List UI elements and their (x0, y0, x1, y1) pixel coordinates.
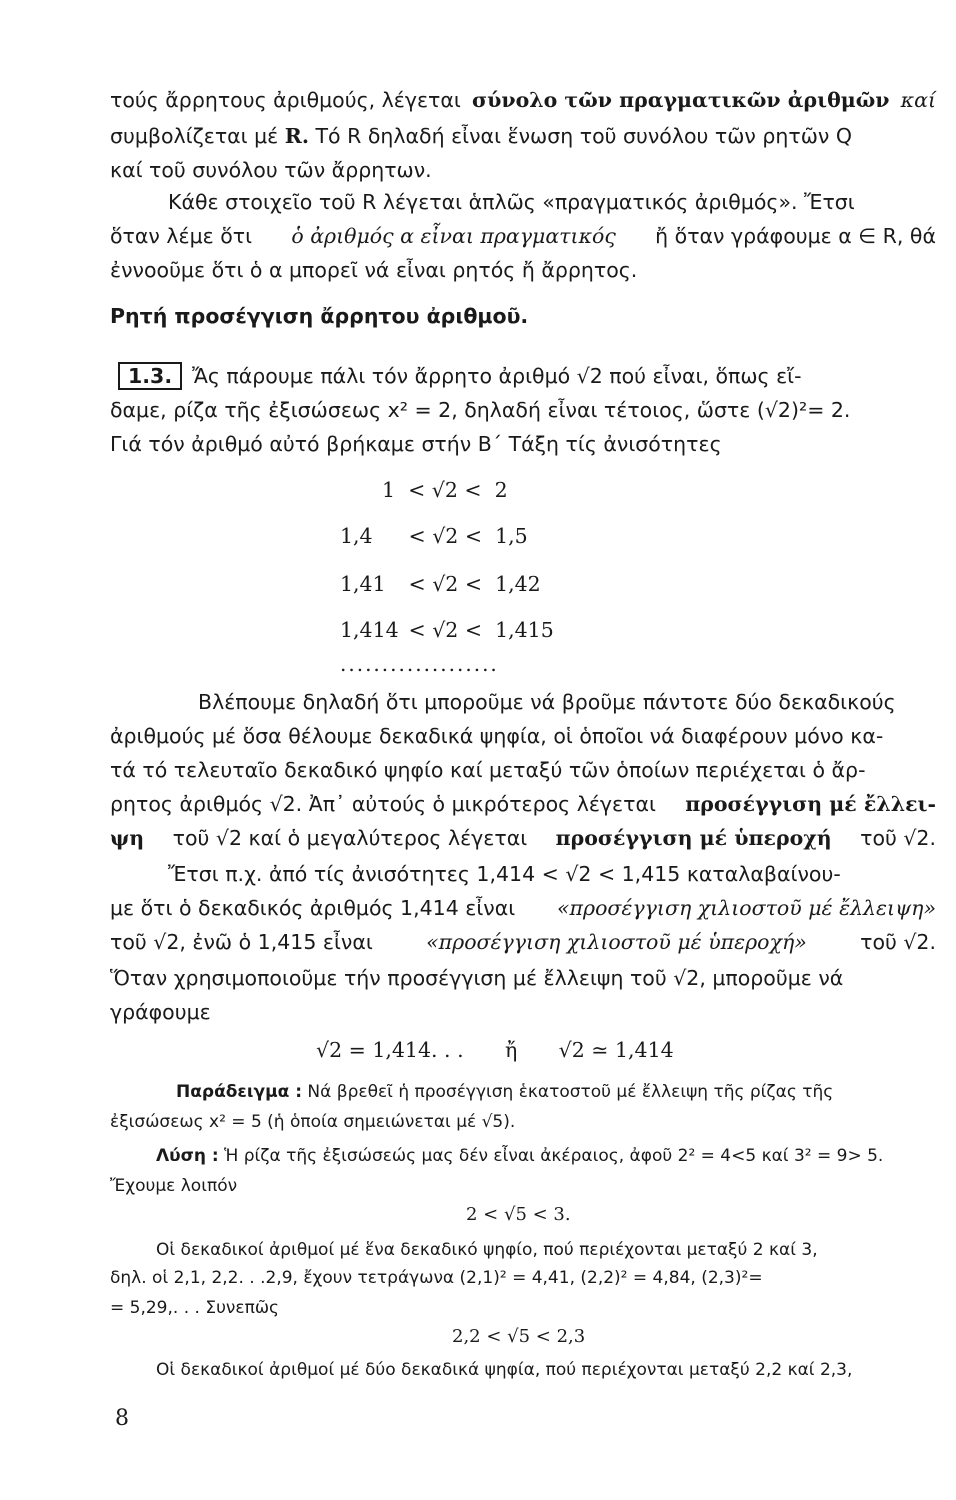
upper-bound: 1,5 (495, 524, 528, 548)
text-line (110, 124, 936, 148)
text-run: τοῦ √2 καί ὁ μεγαλύτερος λέγεται (172, 826, 528, 850)
text-line: Ἔτσι π.χ. ἀπό τίς ἀνισότητες 1,414 < √2 < 1,415 καταλαβαίνου- (168, 862, 841, 886)
text-run: ρητος ἀριθμός √2. Ἀπ᾽ αὐτούς ὁ μικρότερος λέγεται (110, 792, 656, 816)
example-label: Παράδειγμα : (176, 1082, 303, 1102)
lower-bound: 1,41 (340, 572, 386, 596)
text-line: Γιά τόν ἀριθμό αὐτό βρήκαμε στήν Β΄ Τάξη τίς ἀνισότητες (110, 432, 722, 456)
text-line: Οἱ δεκαδικοί ἀριθμοί μέ ἕνα δεκαδικό ψηφίο, πού περιέχονται μεταξύ 2 καί 3, (156, 1240, 818, 1260)
text-line: Κάθε στοιχεῖο τοῦ R λέγεται ἁπλῶς «πραγματικός ἀριθμός». Ἔτσι (168, 190, 855, 214)
bold-term: ψη (110, 826, 145, 850)
sqrt-expression: < √2 < (408, 478, 482, 502)
upper-bound: 1,42 (495, 572, 541, 596)
text-line: Ἔχουμε λοιπόν (110, 1176, 238, 1196)
text-line: = 5,29,. . . Συνεπῶς (110, 1298, 280, 1318)
text-line (118, 362, 936, 390)
continuation-dots: ................... (340, 652, 499, 676)
text-run: τοῦ √2. (860, 930, 936, 954)
text-run: Τό R δηλαδή εἶναι ἕνωση τοῦ συνόλου τῶν ρητῶν Q (315, 124, 852, 148)
text-line: καί τοῦ συνόλου τῶν ἄρρητων. (110, 158, 432, 182)
bold-term: προσέγγιση μέ ὑπεροχή (555, 826, 832, 850)
text-line (110, 792, 936, 816)
text-line: Οἱ δεκαδικοί ἀριθμοί μέ δύο δεκαδικά ψηφία, πού περιέχονται μεταξύ 2,2 καί 2,3, (156, 1360, 853, 1380)
text-line (156, 1146, 936, 1166)
text-line (110, 88, 936, 112)
text-run: Νά βρεθεῖ ἡ προσέγγιση ἑκατοστοῦ μέ ἔλλειψη τῆς ρίζας τῆς (307, 1082, 834, 1102)
sqrt-expression: < √2 < (408, 572, 483, 596)
text-run: συμβολίζεται μέ (110, 124, 279, 148)
text-line: ἀριθμούς μέ ὅσα θέλουμε δεκαδικά ψηφία, οἱ ὁποῖοι νά διαφέρουν μόνο κα- (110, 724, 884, 748)
solution-label: Λύση : (156, 1146, 219, 1166)
italic-term: «προσέγγιση χιλιοστοῦ μέ ἔλλειψη» (557, 896, 936, 920)
inequality-row: 2 < √5 < 3. (466, 1204, 571, 1225)
text-line: τά τό τελευταῖο δεκαδικό ψηφίο καί μεταξύ τῶν ὁποίων περιέχεται ὁ ἄρ- (110, 758, 866, 782)
text-line: Βλέπουμε δηλαδή ὅτι μποροῦμε νά βροῦμε πάντοτε δύο δεκαδικούς (198, 690, 896, 714)
italic-term: «προσέγγιση χιλιοστοῦ μέ ὑπεροχή» (426, 930, 807, 954)
text-line: ἐξισώσεως x² = 5 (ἡ ὁποία σημειώνεται μέ √5). (110, 1112, 516, 1132)
text-run: τοῦ √2. (860, 826, 936, 850)
inequality-row (340, 524, 528, 548)
approximation-formula (316, 1038, 674, 1062)
formula-right: √2 ≃ 1,414 (558, 1038, 674, 1062)
text-line: ἐννοοῦμε ὅτι ὁ α μπορεῖ νά εἶναι ρητός ἤ ἄρρητος. (110, 258, 638, 282)
bold-term: R. (284, 124, 309, 148)
inequality-row (340, 572, 541, 596)
text-run: τοῦ √2, ἐνῶ ὁ 1,415 εἶναι (110, 930, 373, 954)
sqrt-expression: < √2 < (408, 524, 483, 548)
formula-or: ἤ (504, 1038, 518, 1062)
lower-bound: 1,4 (340, 524, 373, 548)
text-line (110, 224, 936, 248)
bold-term: προσέγγιση μέ ἔλλει- (685, 792, 936, 816)
formula-left: √2 = 1,414. . . (316, 1038, 464, 1062)
lower-bound: 1 (382, 478, 396, 502)
text-run: με ὅτι ὁ δεκαδικός ἀριθμός 1,414 εἶναι (110, 896, 516, 920)
text-line (176, 1082, 936, 1102)
upper-bound: 1,415 (495, 618, 554, 642)
sqrt-expression: < √2 < (408, 618, 483, 642)
section-number-box: 1.3. (118, 362, 182, 390)
text-line (110, 826, 936, 850)
text-line: γράφουμε (110, 1000, 211, 1024)
lower-bound: 1,414 (340, 618, 399, 642)
text-line (110, 930, 936, 954)
section-heading: Ρητή προσέγγιση ἄρρητου ἀριθμοῦ. (110, 304, 529, 328)
upper-bound: 2 (494, 478, 508, 502)
inequality-row (340, 618, 554, 642)
text-line: δηλ. οἱ 2,1, 2,2. . .2,9, ἔχουν τετράγωνα (2,1)² = 4,41, (2,2)² = 4,84, (2,3)²= (110, 1268, 763, 1288)
text-run: Ἄς πάρουμε πάλι τόν ἄρρητο ἀριθμό √2 πού εἶναι, ὅπως εἴ- (192, 364, 802, 388)
text-line (110, 896, 936, 920)
text-run: καί (900, 88, 936, 112)
text-run: τούς ἄρρητους ἀριθμούς, λέγεται (110, 88, 461, 112)
inequality-row (382, 478, 508, 502)
text-run: ἤ ὅταν γράφουμε α ∈ R, θά (655, 224, 936, 248)
inequality-row: 2,2 < √5 < 2,3 (452, 1326, 586, 1347)
text-run: ὅταν λέμε ὅτι (110, 224, 253, 248)
text-line: δαμε, ρίζα τῆς ἐξισώσεως x² = 2, δηλαδή εἶναι τέτοιος, ὥστε (√2)²= 2. (110, 398, 851, 422)
text-line: Ὅταν χρησιμοποιοῦμε τήν προσέγγιση μέ ἔλλειψη τοῦ √2, μποροῦμε νά (110, 966, 844, 990)
text-run: Ἡ ρίζα τῆς ἐξισώσεώς μας δέν εἶναι ἀκέραιος, ἀφοῦ 2² = 4<5 καί 3² = 9> 5. (224, 1146, 884, 1166)
page-number: 8 (115, 1406, 129, 1431)
bold-term: σύνολο τῶν πραγματικῶν ἀριθμῶν (472, 88, 890, 112)
italic-term: ὁ ἀριθμός α εἶναι πραγματικός (291, 224, 616, 248)
